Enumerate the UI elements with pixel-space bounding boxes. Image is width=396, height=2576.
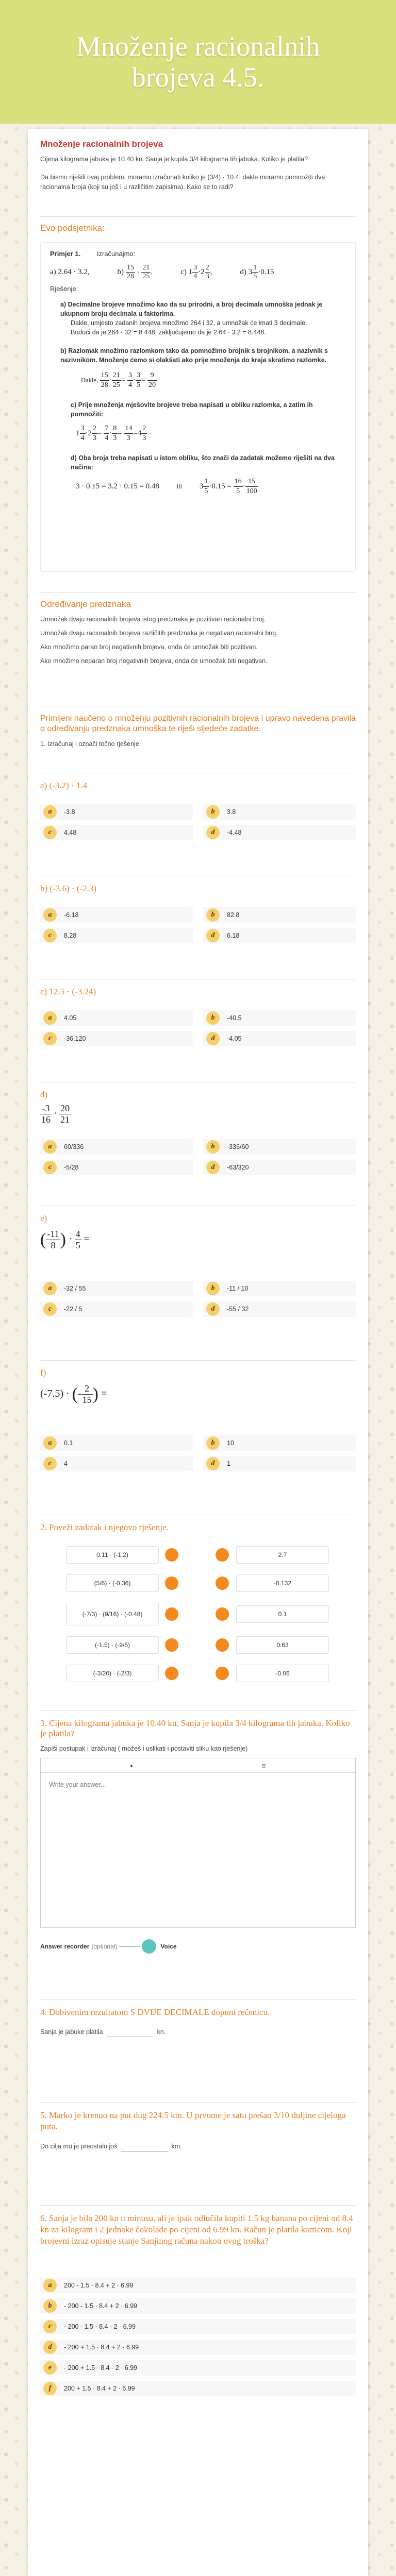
match-left-text: 0.11 · (-1.2) <box>96 1551 128 1558</box>
option-a[interactable] <box>40 907 193 923</box>
solution-a-text2: Budući da je 264 · 32 = 8 448, zaključujemo da je 2.64 · 3.2 = 8.448. <box>71 329 266 336</box>
match-left-5[interactable] <box>66 1665 159 1682</box>
match-right-text: 0.63 <box>276 1641 289 1649</box>
q6-option-f[interactable] <box>40 2381 356 2396</box>
match-left-text: (5/6) · (-0.36) <box>94 1580 131 1587</box>
signs-p3: Ako množimo paran broj negativnih brojeva, onda će umnožak biti pozitivan. <box>40 643 258 651</box>
solution-a-text1: Dakle, umjesto zadanih brojeva množimo 264 i 32, a umnožak će imati 3 decimale. <box>71 319 307 327</box>
option-b[interactable] <box>203 1435 356 1451</box>
q6-option-b[interactable] <box>40 2298 356 2314</box>
badge-d: d <box>206 1161 220 1174</box>
solution-b-label: Dakle, <box>81 377 98 384</box>
question-c-text: c) 12.5 · (-3.24) <box>40 987 96 996</box>
option-text: - 200 - 1.5 · 8.4 - 2 · 6.99 <box>64 2323 136 2330</box>
reminder-card <box>40 242 356 572</box>
match-right-5[interactable] <box>236 1665 329 1682</box>
q4-text-after: kn. <box>157 2028 166 2036</box>
match-right-text: 2.7 <box>278 1551 287 1558</box>
match-right-handle[interactable] <box>216 1607 229 1621</box>
badge-d: d <box>206 1302 220 1316</box>
quiz-question-b <box>40 876 356 971</box>
option-a[interactable] <box>40 1281 193 1296</box>
badge-e: e <box>43 2361 57 2375</box>
signs-p2: Umnožak dvaju racionalnih brojeva različitih predznaka je negativan racionalni broj. <box>40 630 278 637</box>
example-a: a) 2.64 · 3.2, <box>50 268 90 277</box>
match-left-text: (-1.5) · (-9/5) <box>94 1641 130 1649</box>
q3-answer-input[interactable] <box>41 1773 355 1927</box>
option-a[interactable] <box>40 1139 193 1155</box>
solution-a-title: a) Decimalne brojeve množimo kao da su prirodni, a broj decimala umnoška jednak je ukupnom broju decimala u faktorima. <box>60 301 323 318</box>
intro-p2: Da bismo riješili ovaj problem, moramo izračunati koliko je (3/4) · 10.4, dakle moramo pomnožiti dva racionalna broja (koji su još i u različitim zapisima). Kako se to radi? <box>40 174 325 191</box>
badge-b: b <box>206 1436 220 1450</box>
option-c[interactable] <box>40 825 193 840</box>
badge-d: d <box>206 1457 220 1470</box>
question-d-expression: -3 16 · 20 21 <box>41 1103 70 1125</box>
option-a[interactable] <box>40 1010 193 1026</box>
q4-text-before: Sanja je jabuke platila <box>40 2028 103 2036</box>
match-left-handle[interactable] <box>165 1667 178 1680</box>
matching-heading: 2. Poveži zadatak i njegovo rješenje. <box>40 1522 169 1532</box>
quiz-question-a <box>40 773 356 868</box>
option-text: -22 / 5 <box>64 1306 82 1313</box>
match-right-text: -0.06 <box>275 1670 290 1677</box>
badge-c: c <box>43 1302 57 1316</box>
option-d[interactable] <box>203 825 356 840</box>
option-c[interactable] <box>40 1456 193 1471</box>
q5-blank-input[interactable] <box>121 2144 168 2151</box>
badge-a: a <box>43 1011 57 1025</box>
option-c[interactable] <box>40 1301 193 1317</box>
title-line-1: Množenje racionalnih <box>76 31 320 62</box>
intro-section <box>40 139 356 196</box>
example-label: Primjer 1. <box>50 250 81 258</box>
badge-a: a <box>43 1436 57 1450</box>
match-right-text: 0.1 <box>278 1611 287 1618</box>
option-text: -5/28 <box>64 1164 79 1171</box>
match-right-handle[interactable] <box>216 1638 229 1652</box>
q4-heading: 4. Dobivenim rezultatom S DVIJE DECIMALE dopuni rečenicu. <box>40 2007 270 2017</box>
option-b[interactable] <box>203 804 356 820</box>
match-right-2[interactable] <box>236 1574 329 1592</box>
apply-section <box>40 706 356 753</box>
voice-label: Voice <box>160 1943 177 1950</box>
solution-b-title: b) Razlomak množimo razlomkom tako da pomnožimo brojnik s brojnikom, a nazivnik s nazivnikom. Množenje ćemo si olakšati ako prije množenja do kraja skratimo razlomke. <box>60 347 328 364</box>
option-text: 6.18 <box>227 932 240 939</box>
microphone-icon[interactable] <box>142 1939 156 1954</box>
badge-b: b <box>206 1140 220 1154</box>
bullet-list-icon[interactable]: • <box>130 1761 133 1770</box>
option-text: 0.1 <box>64 1439 73 1447</box>
match-left-4[interactable] <box>66 1636 159 1654</box>
solution-c <box>71 400 346 443</box>
title-line-2: brojeva 4.5. <box>131 62 265 93</box>
option-text: 200 + 1.5 · 8.4 + 2 · 6.99 <box>64 2385 135 2392</box>
option-b[interactable] <box>203 1139 356 1155</box>
match-right-1[interactable] <box>236 1546 329 1564</box>
match-right-3[interactable] <box>236 1605 329 1623</box>
hero-banner <box>0 0 396 124</box>
solution-d-calc1: 3 · 0.15 = 3.2 · 0.15 = 0.48 <box>76 482 159 491</box>
signs-heading: Određivanje predznaka <box>40 599 131 609</box>
match-left-handle[interactable] <box>165 1577 178 1590</box>
option-c[interactable] <box>40 1160 193 1175</box>
option-d[interactable] <box>203 1301 356 1317</box>
match-left-handle[interactable] <box>165 1548 178 1562</box>
frac-15-28: 15 28 <box>126 264 134 280</box>
matching-section <box>40 1515 356 1695</box>
question-e-expression: ( -11 8 ) · 4 5 = <box>40 1229 90 1250</box>
option-b[interactable] <box>203 1281 356 1296</box>
solution-c-calc: 13 4·22 3= 7 4·8 3= 14 3=42 3 <box>76 425 146 443</box>
q6-heading: 6. Sanja je bila 200 kn u minusu, ali je ipak odlučila kupiti 1.5 kg banana po cijeni od 8.4 kn za kilogram i 2 jednake čokolade po cijeni od 6.99 kn. Račun je platila karticom. Koji brojevni izraz opisuje stanje Sanjinog računa nakon ovog troška? <box>40 2213 353 2246</box>
q6-option-d[interactable] <box>40 2340 356 2355</box>
solution-label: Rješenje: <box>50 285 78 293</box>
option-text: -32 / 55 <box>64 1285 86 1292</box>
signs-p1: Umnožak dvaju racionalnih brojeva istog predznaka je pozitivan racionalni broj. <box>40 616 266 623</box>
badge-a: a <box>43 1140 57 1154</box>
intro-heading: Množenje racionalnih brojeva <box>40 139 163 149</box>
question-a-text: a) (-3.2) · 1.4 <box>40 781 88 790</box>
badge-f: f <box>43 2382 57 2395</box>
badge-a: a <box>43 805 57 819</box>
match-right-text: -0.132 <box>273 1580 292 1587</box>
option-text: -11 / 10 <box>227 1285 249 1292</box>
badge-a: a <box>43 1282 57 1295</box>
question-d-text: d) <box>40 1090 48 1099</box>
badge-c: c <box>43 929 57 942</box>
badge-c: c <box>43 1032 57 1045</box>
quiz-question-c <box>40 979 356 1074</box>
option-text: -40.5 <box>227 1014 242 1022</box>
option-text: -336/60 <box>227 1143 249 1150</box>
match-right-handle[interactable] <box>216 1667 229 1680</box>
badge-b: b <box>206 1011 220 1025</box>
option-text: 60/336 <box>64 1143 84 1150</box>
reminder-heading: Evo podsjetnika: <box>40 223 105 233</box>
q6-option-c[interactable] <box>40 2319 356 2334</box>
solution-d-or: ili <box>176 483 183 490</box>
apply-heading: Primijeni naučeno o množenju pozitivnih racionalnih brojeva i upravo navedena pravila o određivanju predznaka umnoška te riješi sljedeće zadatke. <box>40 714 356 733</box>
quiz-question-d <box>40 1082 356 1198</box>
badge-b: b <box>206 1282 220 1295</box>
q5-text-after: km. <box>171 2143 182 2150</box>
option-text: -63/320 <box>227 1164 249 1171</box>
q3-instruction: Zapiši postupak i izračunaj ( možeš i uslikati i postaviti sliku kao rješenje) <box>40 1745 248 1752</box>
example-b-label: b) <box>117 268 124 277</box>
badge-d: d <box>206 929 220 942</box>
match-right-4[interactable] <box>236 1636 329 1654</box>
match-right-handle[interactable] <box>216 1548 229 1562</box>
option-d[interactable] <box>203 1160 356 1175</box>
badge-b: b <box>206 805 220 819</box>
question-b-text: b) (-3.6) · (-2.3) <box>40 884 97 893</box>
option-a[interactable] <box>40 804 193 820</box>
option-d[interactable] <box>203 928 356 943</box>
badge-c: c <box>43 1161 57 1174</box>
option-text: 1 <box>227 1460 230 1467</box>
match-left-2[interactable] <box>66 1574 159 1592</box>
align-icon[interactable]: ≡ <box>261 1761 266 1770</box>
option-text: 4 <box>64 1460 68 1467</box>
option-text: -55 / 32 <box>227 1306 249 1313</box>
option-text: -36.120 <box>64 1035 86 1042</box>
option-text: 4.05 <box>64 1014 77 1022</box>
option-text: -4.05 <box>227 1035 242 1042</box>
option-text: 8.28 <box>64 932 77 939</box>
intro-p1: Cijena kilograma jabuka je 10.40 kn. Sanja je kupila 3/4 kilograma tih jabuka. Koliko je platila? <box>40 156 308 163</box>
question-f-expression: (-7.5) · (- 2 15 ) = <box>40 1383 107 1405</box>
content-page <box>28 129 368 2576</box>
recorder-divider <box>119 1946 140 1947</box>
option-d[interactable] <box>203 1456 356 1471</box>
option-text: - 200 + 1.5 · 8.4 + 2 · 6.99 <box>64 2344 139 2351</box>
option-b[interactable] <box>203 1010 356 1026</box>
example-task: Izračunajmo: <box>96 250 136 258</box>
q6-option-a[interactable] <box>40 2278 356 2293</box>
option-text: 10 <box>227 1439 234 1447</box>
q4-section <box>40 1999 356 2081</box>
q6-section <box>40 2205 356 2447</box>
badge-a: a <box>43 908 57 922</box>
badge-b: b <box>43 2299 57 2313</box>
option-text: -6.18 <box>64 911 79 919</box>
recorder-optional: (optional) <box>91 1943 118 1950</box>
editor-toolbar <box>41 1758 355 1773</box>
option-text: 200 - 1.5 · 8.4 + 2 · 6.99 <box>64 2282 134 2289</box>
solution-d-title: d) Oba broja treba napisati u istom obliku, što znači da zadatak možemo riješiti na dva načina: <box>71 454 335 471</box>
solution-d <box>71 453 346 496</box>
example-c-label: c) <box>180 268 187 277</box>
badge-d: d <box>206 1032 220 1045</box>
match-left-handle[interactable] <box>165 1607 178 1621</box>
example-d-label: d) <box>240 268 246 277</box>
option-text: - 200 - 1.5 · 8.4 + 2 · 6.99 <box>64 2302 138 2310</box>
badge-c: c <box>43 1457 57 1470</box>
quiz-question-f <box>40 1360 356 1494</box>
option-text: 82.8 <box>227 911 240 919</box>
question-f-text: f) <box>40 1368 46 1378</box>
q3-answer-box <box>40 1758 356 1928</box>
option-c[interactable] <box>40 1031 193 1046</box>
question-e-text: e) <box>40 1213 47 1223</box>
answer-recorder <box>40 1939 356 1954</box>
q5-heading: 5. Marko je krenuo na put dug 224.5 km. U prvome je satu prešao 3/10 duljine cijeloga puta. <box>40 2110 346 2131</box>
quiz-question-e <box>40 1206 356 1340</box>
q6-option-e[interactable] <box>40 2360 356 2376</box>
badge-b: b <box>206 908 220 922</box>
page-title <box>76 31 320 93</box>
solution-b-calc: Dakle, 15 28·21 25= 3 4·3 5= 9 20 <box>81 371 156 389</box>
badge-d: d <box>43 2341 57 2354</box>
badge-a: a <box>43 2279 57 2292</box>
solution-d-calc: 3 · 0.15 = 3.2 · 0.15 = 0.48 ili 31 5·0.15 = 16 5·15 100 <box>76 478 257 496</box>
q4-blank-input[interactable] <box>107 2030 153 2037</box>
frac-21-25: 21 25 <box>142 264 150 280</box>
option-text: -4.48 <box>227 829 242 836</box>
signs-p4: Ako množimo neparan broj negativnih brojeva, onda će umnožak biti negativan. <box>40 657 268 665</box>
q5-text-before: Do cilja mu je preostalo još <box>40 2143 118 2150</box>
option-c[interactable] <box>40 928 193 943</box>
q5-section <box>40 2102 356 2184</box>
q3-heading: 3. Cijena kilograma jabuka je 10.40 kn. Sanja je kupila 3/4 kilograma tih jabuka. Koliko je platila? <box>40 1718 350 1738</box>
match-left-text: (-3/20) · (-2/3) <box>93 1670 132 1677</box>
option-b[interactable] <box>203 907 356 923</box>
solution-c-title: c) Prije množenja mješovite brojeve treba napisati u obliku razlomka, a zatim ih pomnožiti: <box>71 401 313 418</box>
solution-b <box>60 346 346 390</box>
reminder-section <box>40 216 356 239</box>
solution-a <box>60 300 346 337</box>
match-left-text: (-7/3) · (9/16) · (-0.48) <box>82 1611 143 1618</box>
badge-c: c <box>43 826 57 839</box>
match-left-1[interactable] <box>66 1546 159 1564</box>
match-left-handle[interactable] <box>165 1638 178 1652</box>
option-text: - 200 + 1.5 · 8.4 - 2 · 6.99 <box>64 2364 138 2371</box>
q3-section <box>40 1710 356 1978</box>
match-right-handle[interactable] <box>216 1577 229 1590</box>
signs-section <box>40 592 356 670</box>
match-left-3[interactable] <box>66 1603 159 1625</box>
badge-d: d <box>206 826 220 839</box>
task1-label: 1. Izračunaj i označi točno rješenje. <box>40 740 141 748</box>
option-text: -3.8 <box>64 808 75 816</box>
option-d[interactable] <box>203 1031 356 1046</box>
option-text: 4.48 <box>64 829 77 836</box>
recorder-label: Answer recorder <box>40 1943 90 1950</box>
badge-c: c <box>43 2320 57 2333</box>
option-text: 3.8 <box>227 808 236 816</box>
example-expressions: a) 2.64 · 3.2, b) 15 28 · 21 25, c) 13 4·22 3, d) 31 5·0.15 <box>50 264 274 281</box>
option-a[interactable] <box>40 1435 193 1451</box>
